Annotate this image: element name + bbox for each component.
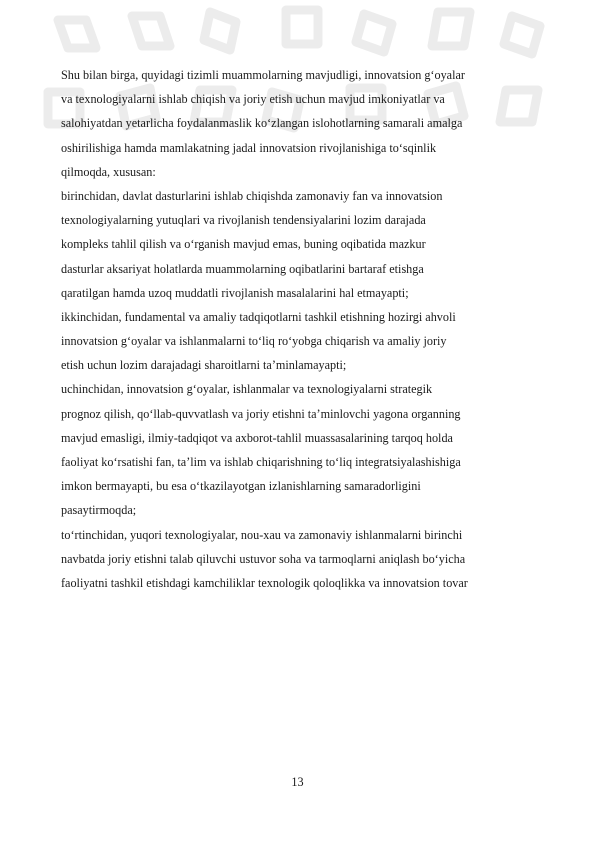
text-line: va texnologiyalarni ishlab chiqish va joriy etish uchun mavjud imkoniyatlar va [61,92,445,107]
text-line: etish uchun lozim darajadagi sharoitlarni ta’minlamayapti; [61,358,347,373]
text-line: qilmoqda, xususan: [61,164,156,179]
text-line: to‘rtinchidan, yuqori texnologiyalar, nou-xau va zamonaviy ishlanmalarni birinchi [61,527,463,542]
text-line: qaratilgan hamda uzoq muddatli rivojlanish masalalarini hal etmayapti; [61,285,409,300]
body-text [61,66,531,598]
page-number: 13 [291,775,304,789]
text-line: faoliyatni tashkil etishdagi kamchiliklar texnologik qoloqlikka va innovatsion tovar [61,575,468,590]
text-line: pasaytirmoqda; [61,503,137,518]
text-line: kompleks tahlil qilish va o‘rganish mavjud emas, buning oqibatida mazkur [61,237,426,252]
text-line: oshirilishiga hamda mamlakatning jadal innovatsion rivojlanishiga to‘sqinlik [61,140,437,155]
text-line: dasturlar aksariyat holatlarda muammolarning oqibatlarini bartaraf etishga [61,261,424,276]
text-line: faoliyat ko‘rsatishi fan, ta’lim va ishlab chiqarishning to‘liq integratsiyalashishiga [61,455,461,469]
text-line: innovatsion g‘oyalar va ishlanmalarni to‘liq ro‘yobga chiqarish va amaliy joriy [61,334,447,349]
text-line: birinchidan, davlat dasturlarini ishlab chiqishda zamonaviy fan va innovatsion [61,188,443,203]
text-line: uchinchidan, innovatsion g‘oyalar, ishlanmalar va texnologiyalarni strategik [61,382,433,397]
text-line: texnologiyalarning yutuqlari va rivojlanish tendensiyalarini lozim darajada [61,213,426,228]
text-line: imkon bermayapti, bu esa o‘tkazilayotgan izlanishlarning samaradorligini [61,479,421,494]
text-line: navbatda joriy etishni talab qiluvchi ustuvor soha va tarmoqlarni aniqlash bo‘yicha [61,551,466,566]
text-line: Shu bilan birga, quyidagi tizimli muammolarning mavjudligi, innovatsion g‘oyalar [61,68,465,82]
text-line: ikkinchidan, fundamental va amaliy tadqiqotlarni tashkil etishning hozirgi ahvoli [61,309,456,324]
text-line: salohiyatdan yetarlicha foydalanmaslik ko‘zlangan islohotlarning samarali amalga [61,116,463,131]
text-line: prognoz qilish, qo‘llab-quvvatlash va joriy etishni ta’minlovchi yagona organning [61,406,461,421]
text-line: mavjud emasligi, ilmiy-tadqiqot va axborot-tahlil muassasalarining tarqoq holda [61,430,453,445]
